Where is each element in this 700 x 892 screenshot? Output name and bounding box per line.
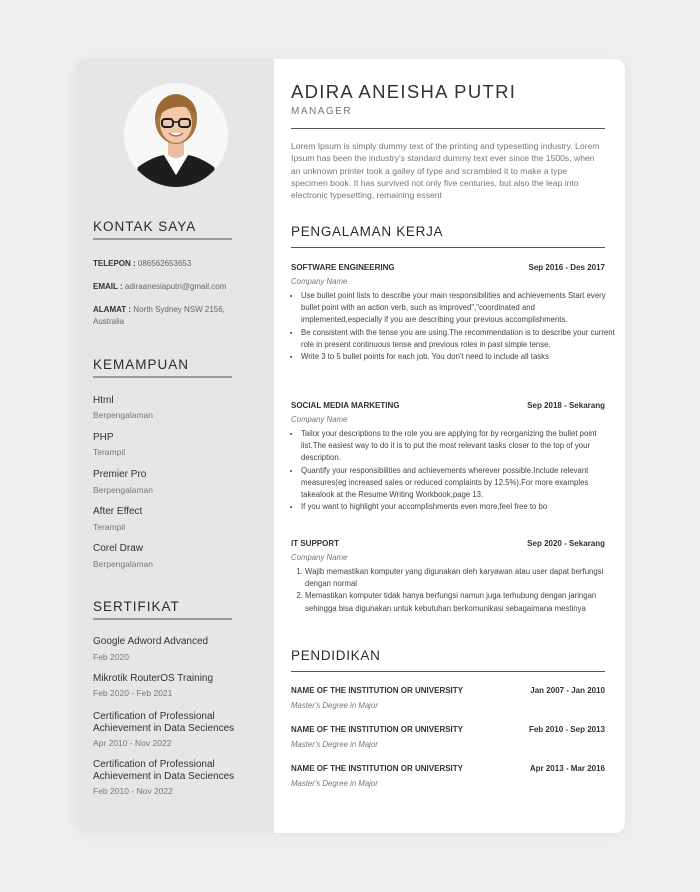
certificate-name: Mikrotik RouterOS Training xyxy=(93,673,214,684)
bullet-item: • Tailor your descriptions to the role you are applying for by reorganizing the bullet point list.The easiest way to do it is to put the most relevant tasks closer to the top of your description. xyxy=(301,428,615,465)
skill-name: Premier Pro xyxy=(93,469,147,480)
certificates-divider xyxy=(93,618,232,620)
experience-section-title: PENGALAMAN KERJA xyxy=(291,224,444,239)
education-divider xyxy=(291,671,605,672)
company-name: Company Name xyxy=(291,553,348,562)
email-label: EMAIL : xyxy=(93,282,123,291)
header-divider xyxy=(291,128,605,129)
phone-label: TELEPON : xyxy=(93,259,136,268)
bullet-item: • Quantify your responsibilities and achievements wherever possible.Include relevant measures(eg increased sales or reduced complaints by 12.5%).For more examples takealook at the Resume Writing Workbook,page 13. xyxy=(301,465,615,502)
person-name: ADIRA ANEISHA PUTRI xyxy=(291,81,517,102)
phone-value[interactable]: 086562653653 xyxy=(137,259,192,268)
numbered-item: 1. Wajib memastikan komputer yang digunakan oleh karyawan atau user dapat berfungsi dengan normal xyxy=(305,566,619,590)
job-title: SOCIAL MEDIA MARKETING xyxy=(291,401,400,410)
institution-name: NAME OF THE INSTITUTION OR UNIVERSITY xyxy=(291,764,464,773)
certificate-name: Google Adword Advanced xyxy=(93,636,209,647)
skill-level: Berpengalaman xyxy=(93,559,154,569)
skill-name: Html xyxy=(93,395,114,406)
bullet-item: • Use bullet point lists to describe your main responsibilities and achievements Start every bullet point with an action verb, such as improved","coordinated and implemented,especially if you are describing your previous accomplishments. xyxy=(301,290,615,327)
skill-level: Berpengalaman xyxy=(93,410,154,420)
certificate-date: Feb 2020 - Feb 2021 xyxy=(93,688,173,698)
skill-name: PHP xyxy=(93,432,114,443)
job-date: Sep 2018 - Sekarang xyxy=(527,401,605,410)
sidebar xyxy=(76,59,274,833)
company-name: Company Name xyxy=(291,415,348,424)
bullet-item: • If you want to highlight your accomplishments even more,feel free to bo xyxy=(301,501,615,513)
job-title: IT SUPPORT xyxy=(291,539,340,548)
profile-photo xyxy=(124,83,228,187)
certificate-name: Certification of Professional Achievement in Data Seciences xyxy=(93,759,235,782)
degree: Master's Degree in Major xyxy=(291,779,378,788)
skills-divider xyxy=(93,376,232,378)
certificate-date: Apr 2010 - Nov 2022 xyxy=(93,738,172,748)
email-value[interactable]: adiraanesiaputri@gmail.com xyxy=(124,282,227,291)
job-numbered-list xyxy=(291,566,619,615)
skills-section-title: KEMAMPUAN xyxy=(93,357,190,372)
contact-divider xyxy=(93,238,232,240)
skill-level: Berpengalaman xyxy=(93,485,154,495)
experience-divider xyxy=(291,247,605,248)
certificate-date: Feb 2010 - Nov 2022 xyxy=(93,786,173,796)
skill-name: After Effect xyxy=(93,506,143,517)
contact-section-title: KONTAK SAYA xyxy=(93,219,197,234)
certificates-section-title: SERTIFIKAT xyxy=(93,599,180,614)
company-name: Company Name xyxy=(291,277,348,286)
education-date: Jan 2007 - Jan 2010 xyxy=(530,686,605,695)
degree: Master's Degree in Major xyxy=(291,701,378,710)
skill-level: Terampil xyxy=(93,522,126,532)
bullet-item: • Write 3 to 5 bullet points for each job. You don't need to include all tasks xyxy=(301,351,615,363)
profile-summary: Lorem Ipsum is simply dummy text of the printing and typesetting industry. Lorem Ipsum has been the industry's standard dummy text ever since the 1500s, when an unknown printer took a galley of type and scrambled it to make a type specimen book. It has survived not only five centuries, but also the leap into electronic typesetting, remaining essent xyxy=(291,141,600,201)
skill-level: Terampil xyxy=(93,447,126,457)
avatar-illustration xyxy=(124,83,228,187)
job-bullets xyxy=(291,428,615,513)
resume-card xyxy=(76,59,625,833)
skill-name: Corel Draw xyxy=(93,543,144,554)
certificate-date: Feb 2020 xyxy=(93,652,129,662)
education-date: Apr 2013 - Mar 2016 xyxy=(529,764,605,773)
job-title: SOFTWARE ENGINEERING xyxy=(291,263,395,272)
address-value: North Sydney NSW 2156, Australia xyxy=(93,305,225,326)
job-date: Sep 2016 - Des 2017 xyxy=(528,263,605,272)
institution-name: NAME OF THE INSTITUTION OR UNIVERSITY xyxy=(291,686,464,695)
certificate-name: Certification of Professional Achievement in Data Seciences xyxy=(93,711,235,734)
degree: Master's Degree in Major xyxy=(291,740,378,749)
institution-name: NAME OF THE INSTITUTION OR UNIVERSITY xyxy=(291,725,464,734)
education-section-title: PENDIDIKAN xyxy=(291,648,381,663)
job-date: Sep 2020 - Sekarang xyxy=(527,539,605,548)
numbered-item: 2. Memastikan komputer tidak hanya berfungsi namun juga terhubung dengan jaringan sehingga bisa digunakan untuk kebutuhan berkomunikasi sebagaimana mestinya xyxy=(305,590,619,614)
address-label: ALAMAT : xyxy=(93,305,132,314)
contact-address xyxy=(93,304,238,328)
education-date: Feb 2010 - Sep 2013 xyxy=(528,725,605,734)
contact-email xyxy=(93,281,238,293)
bullet-item: • Be consistent with the tense you are using.The recommendation is to describe your current role in present continuous tense and previous roles in past simple tense. xyxy=(301,327,615,351)
contact-phone xyxy=(93,258,238,270)
job-bullets xyxy=(291,290,615,363)
person-role: MANAGER xyxy=(291,106,353,117)
